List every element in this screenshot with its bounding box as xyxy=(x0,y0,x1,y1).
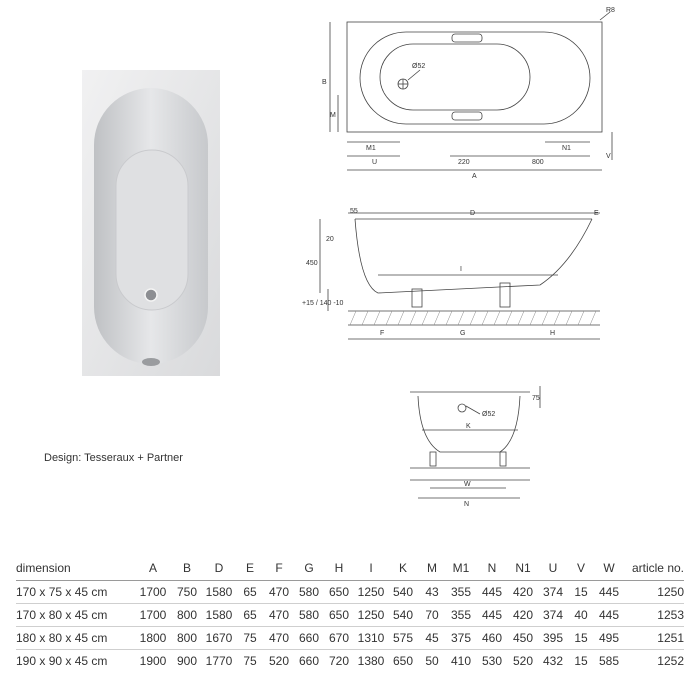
table-cell: 50 xyxy=(418,650,446,673)
table-cell: 432 xyxy=(538,650,568,673)
table-cell: 355 xyxy=(446,604,476,627)
table-header: V xyxy=(568,556,594,581)
table-header: G xyxy=(294,556,324,581)
label-f: F xyxy=(380,330,385,337)
table-cell: 420 xyxy=(508,604,538,627)
label-d52-end: Ø52 xyxy=(482,411,496,418)
table-cell: 395 xyxy=(538,627,568,650)
table-cell: 375 xyxy=(446,627,476,650)
table-cell: 470 xyxy=(268,585,290,599)
table-cell: 580 xyxy=(294,604,324,627)
table-cell: 650 xyxy=(328,585,350,599)
table-cell: 540 xyxy=(388,604,418,627)
table-cell: 495 xyxy=(594,627,624,650)
side-view-drawing xyxy=(300,205,620,355)
table-cell: 170 x 75 x 45 cm xyxy=(16,585,108,599)
label-220: 220 xyxy=(458,159,470,166)
table-cell: 580 xyxy=(298,585,320,599)
table-row xyxy=(16,650,684,673)
table-cell: 660 xyxy=(294,650,324,673)
table-cell: 75 xyxy=(236,627,264,650)
label-e: E xyxy=(594,210,599,217)
table-cell: 800 xyxy=(172,627,202,650)
table-cell: 43 xyxy=(425,585,439,599)
label-a: A xyxy=(472,173,477,180)
label-800: 800 xyxy=(532,159,544,166)
table-header: U xyxy=(538,556,568,581)
table-header: D xyxy=(202,556,236,581)
table-cell: 900 xyxy=(172,650,202,673)
table-header: N xyxy=(476,556,508,581)
table-header-row xyxy=(16,556,684,581)
table-cell: 1770 xyxy=(202,650,236,673)
table-cell: 1250 xyxy=(354,604,388,627)
table-cell: 445 xyxy=(481,585,503,599)
table-header: K xyxy=(388,556,418,581)
table-cell: 470 xyxy=(264,627,294,650)
label-k: K xyxy=(466,423,471,430)
table-cell: 190 x 90 x 45 cm xyxy=(16,650,134,673)
table-cell: 520 xyxy=(508,650,538,673)
label-20: 20 xyxy=(326,236,334,243)
table-cell: 410 xyxy=(446,650,476,673)
label-55: 55 xyxy=(350,208,358,215)
table-cell: 65 xyxy=(243,585,257,599)
table-cell: 40 xyxy=(568,604,594,627)
table-cell: 1252 xyxy=(624,650,684,673)
table-cell: 15 xyxy=(568,650,594,673)
table-cell: 355 xyxy=(450,585,472,599)
table-header: N1 xyxy=(508,556,538,581)
label-n: N xyxy=(464,501,470,508)
table-cell: 450 xyxy=(508,627,538,650)
table-row xyxy=(16,604,684,627)
table-cell: 470 xyxy=(264,604,294,627)
label-adjust: +15 / 140 -10 xyxy=(302,300,344,307)
table-cell: 1253 xyxy=(624,604,684,627)
table-cell: 1250 xyxy=(657,585,684,599)
table-cell: 1251 xyxy=(624,627,684,650)
table-cell: 445 xyxy=(476,604,508,627)
table-cell: 45 xyxy=(418,627,446,650)
table-cell: 1380 xyxy=(354,650,388,673)
table-cell: 420 xyxy=(512,585,534,599)
bathtub-photo xyxy=(82,70,220,376)
table-cell: 445 xyxy=(598,585,620,599)
table-header: W xyxy=(594,556,624,581)
table-cell: 1580 xyxy=(202,604,236,627)
label-w: W xyxy=(464,481,471,488)
table-cell: 374 xyxy=(542,585,564,599)
table-header: E xyxy=(236,556,264,581)
table-cell: 15 xyxy=(574,585,588,599)
table-cell: 670 xyxy=(324,627,354,650)
table-header: B xyxy=(172,556,202,581)
table-cell: 1250 xyxy=(357,585,385,599)
label-b: B xyxy=(322,79,327,86)
table-cell: 650 xyxy=(388,650,418,673)
label-g: G xyxy=(460,330,466,337)
table-header: H xyxy=(324,556,354,581)
label-m: M xyxy=(330,112,336,119)
table-cell: 575 xyxy=(388,627,418,650)
table-cell: 170 x 80 x 45 cm xyxy=(16,604,134,627)
table-cell: 520 xyxy=(264,650,294,673)
label-u: U xyxy=(372,159,378,166)
table-cell: 180 x 80 x 45 cm xyxy=(16,627,134,650)
table-cell: 65 xyxy=(236,604,264,627)
end-view-drawing xyxy=(400,380,560,510)
label-n1: N1 xyxy=(562,145,571,152)
table-cell: 650 xyxy=(324,604,354,627)
table-row xyxy=(16,581,684,604)
label-v: V xyxy=(606,153,611,160)
table-header: M xyxy=(418,556,446,581)
label-r8: R8 xyxy=(606,7,615,14)
label-i: I xyxy=(460,266,462,273)
table-cell: 530 xyxy=(476,650,508,673)
table-cell: 720 xyxy=(324,650,354,673)
table-header: M1 xyxy=(446,556,476,581)
table-cell: 660 xyxy=(294,627,324,650)
label-d52-top: Ø52 xyxy=(412,63,426,70)
table-cell: 585 xyxy=(594,650,624,673)
table-cell: 1310 xyxy=(354,627,388,650)
table-cell: 374 xyxy=(538,604,568,627)
table-cell: 800 xyxy=(172,604,202,627)
label-75: 75 xyxy=(532,395,540,402)
table-header: I xyxy=(354,556,388,581)
dimension-table xyxy=(16,556,684,672)
table-cell: 75 xyxy=(236,650,264,673)
label-m1: M1 xyxy=(366,145,376,152)
table-cell: 445 xyxy=(594,604,624,627)
table-cell: 15 xyxy=(568,627,594,650)
table-cell: 1670 xyxy=(202,627,236,650)
design-credit: Design: Tesseraux + Partner xyxy=(44,452,183,464)
table-header: A xyxy=(134,556,172,581)
table-cell: 540 xyxy=(392,585,414,599)
table-cell: 460 xyxy=(476,627,508,650)
table-cell: 1700 xyxy=(139,585,167,599)
table-header: dimension xyxy=(16,556,134,581)
table-row xyxy=(16,627,684,650)
top-view-drawing xyxy=(300,0,620,180)
label-450: 450 xyxy=(306,260,318,267)
table-cell: 1900 xyxy=(134,650,172,673)
table-header: article no. xyxy=(624,556,684,581)
table-cell: 70 xyxy=(418,604,446,627)
table-cell: 750 xyxy=(176,585,198,599)
table-cell: 1580 xyxy=(205,585,233,599)
table-header: F xyxy=(264,556,294,581)
label-h: H xyxy=(550,330,556,337)
table-cell: 1800 xyxy=(134,627,172,650)
table-cell: 1700 xyxy=(134,604,172,627)
label-d: D xyxy=(470,210,476,217)
